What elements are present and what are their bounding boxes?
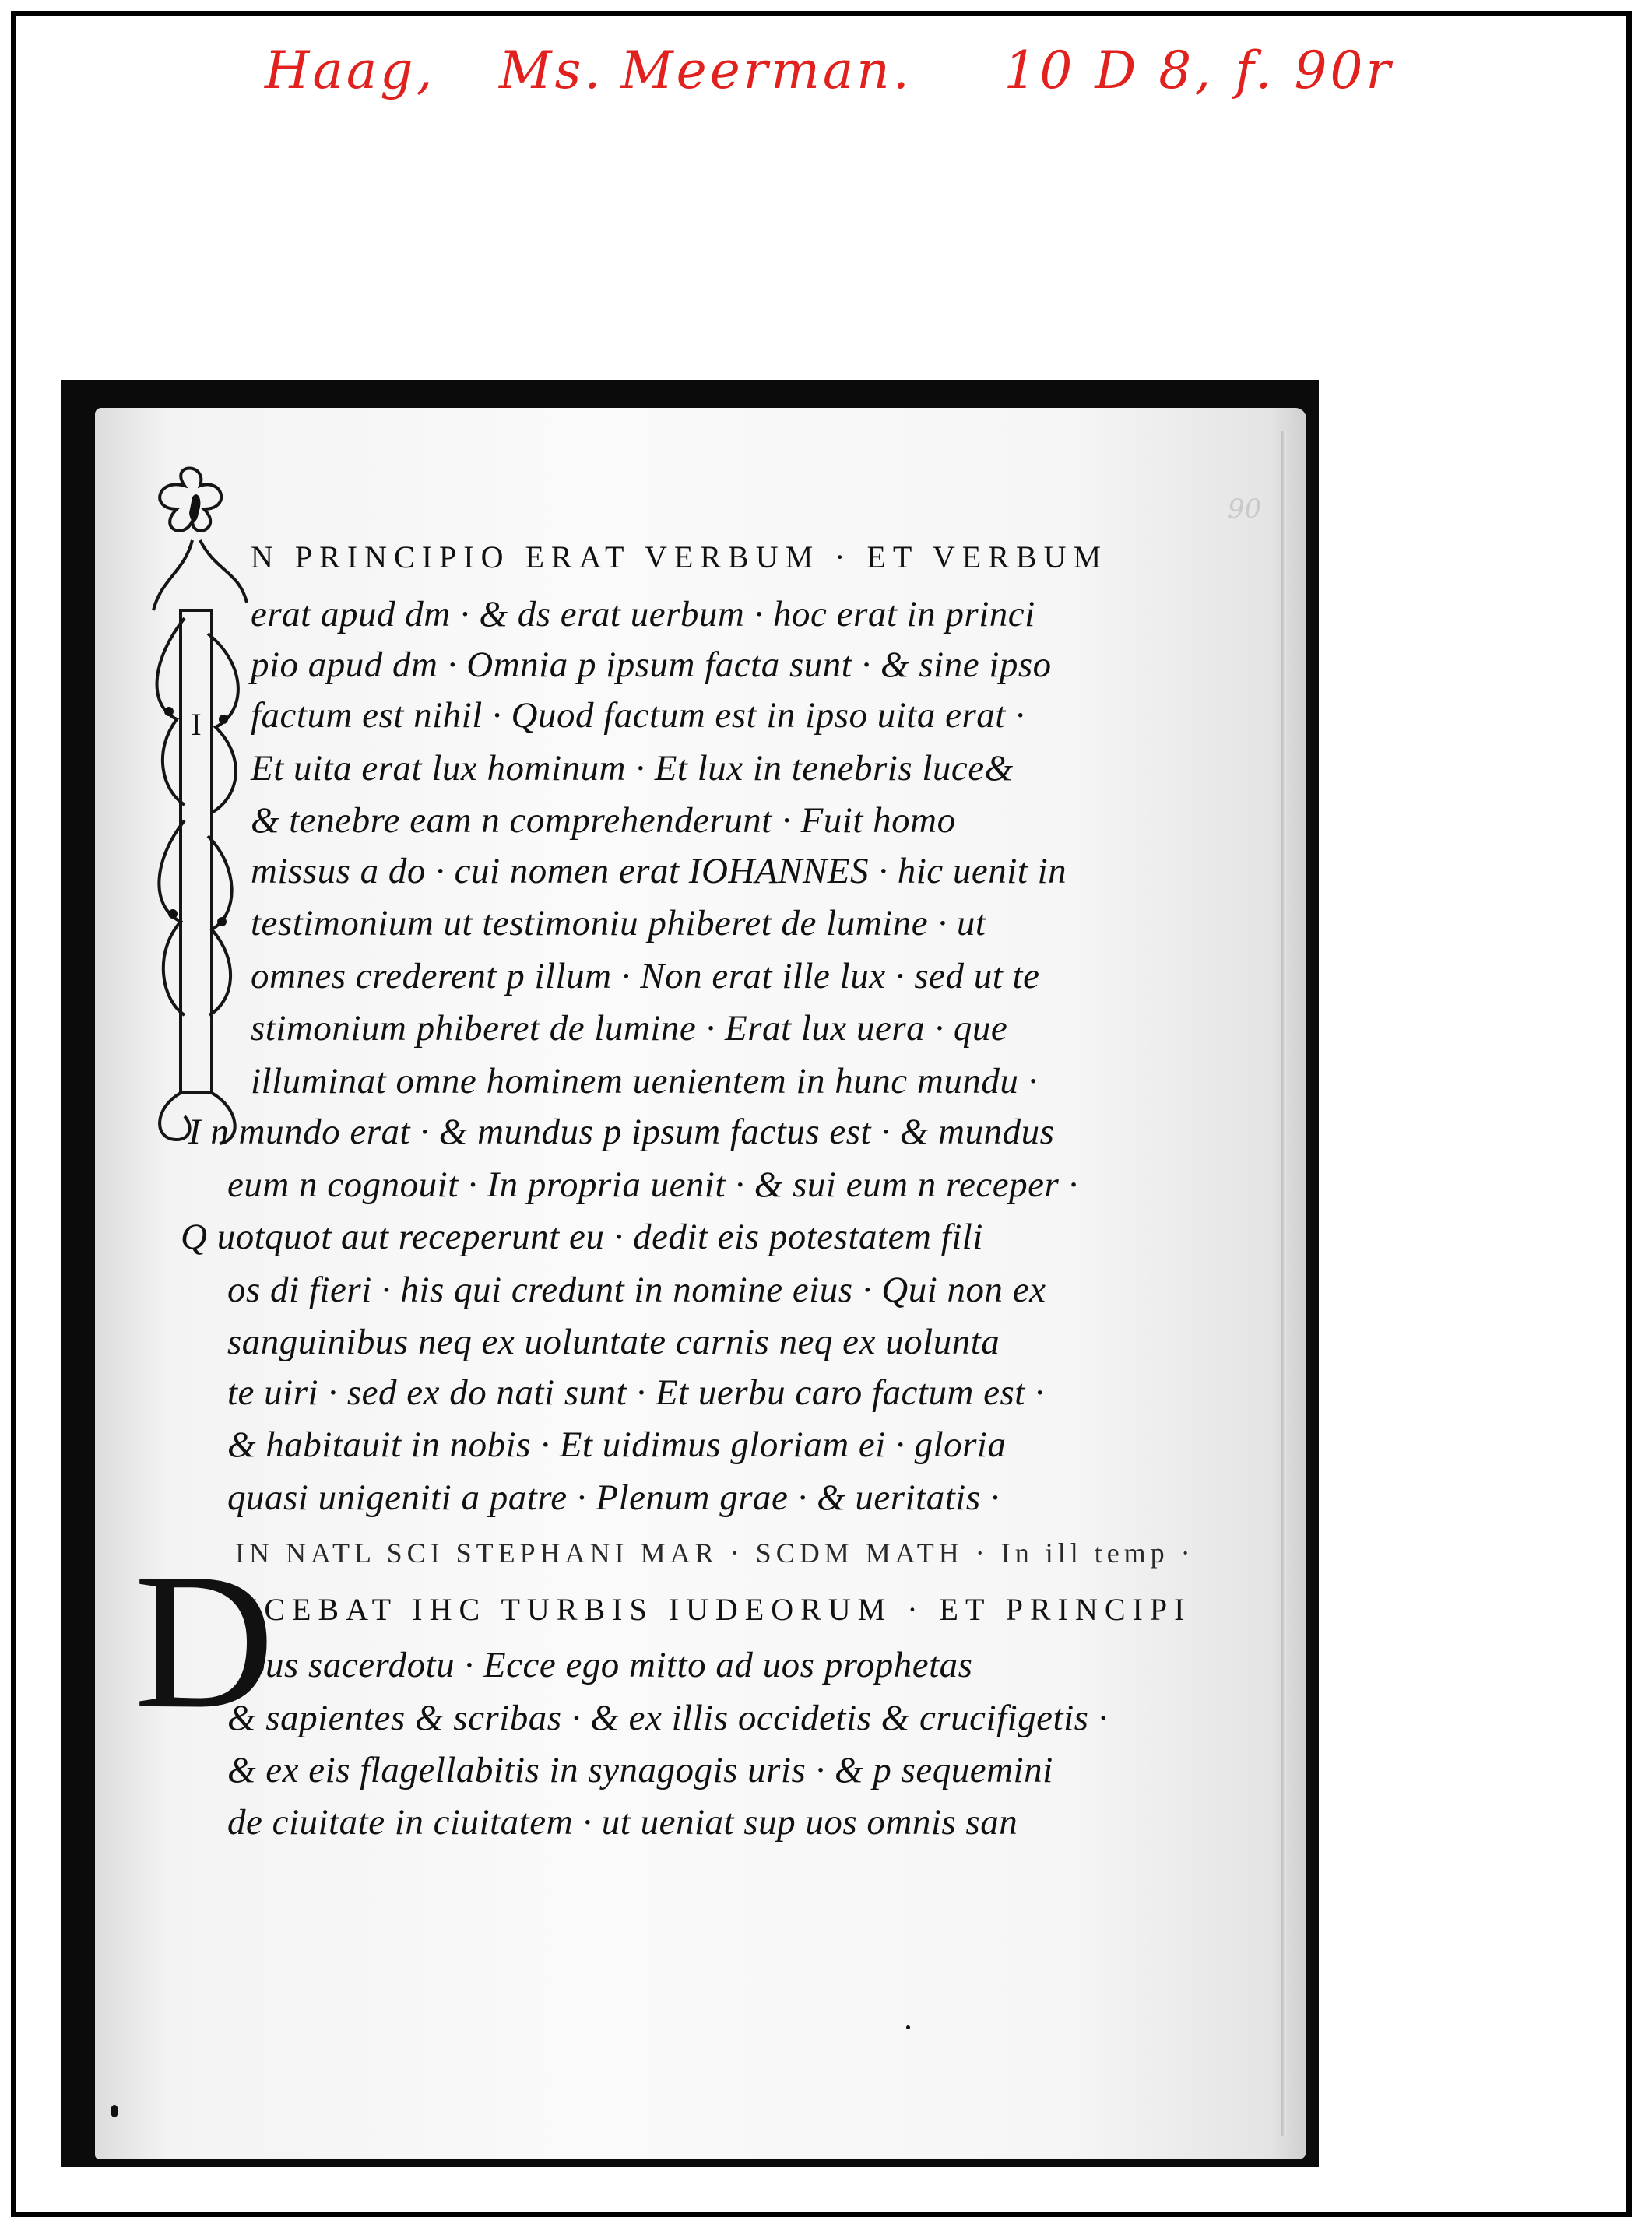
- text-line-7: missus a do · cui nomen erat IOHANNES · hic uenit in: [251, 851, 1067, 891]
- rubric-line: IN NATL SCI STEPHANI MAR · SCDM MATH · In ill temp ·: [235, 1537, 1195, 1569]
- ink-speck: [111, 2105, 118, 2117]
- text-line-12: I n mundo erat · & mundus p ipsum factus est · & mundus: [188, 1112, 1055, 1152]
- text-line-17: te uiri · sed ex do nati sunt · Et uerbu caro factum est ·: [227, 1372, 1045, 1413]
- text-line-2: erat apud dm · & ds erat uerbum · hoc erat in princi: [251, 594, 1035, 634]
- caption-name: Meerman.: [620, 40, 912, 100]
- page-edge: [1281, 431, 1286, 2136]
- initial-d: D: [134, 1534, 275, 1749]
- text-line-6: & tenebre eam n comprehenderunt · Fuit homo: [251, 800, 956, 841]
- text-line-19: quasi unigeniti a patre · Plenum grae · & ueritatis ·: [227, 1477, 1000, 1518]
- text-line-10: stimonium phiberet de lumine · Erat lux uera · que: [251, 1008, 1008, 1049]
- text-line-22: bus sacerdotu · Ecce ego mitto ad uos prophetas: [247, 1645, 973, 1685]
- initial-i-letter: I: [191, 707, 202, 742]
- ink-speck: [906, 2025, 910, 2029]
- text-line-11: illuminat omne hominem uenientem in hunc mundu ·: [251, 1061, 1038, 1101]
- text-line-23: & sapientes & scribas · & ex illis occidetis & crucifigetis ·: [227, 1698, 1108, 1738]
- text-line-24: & ex eis flagellabitis in synagogis uris · & p sequemini: [227, 1750, 1053, 1790]
- text-line-5: Et uita erat lux hominum · Et lux in tenebris luce&: [251, 748, 1014, 789]
- text-line-13: eum n cognouit · In propria uenit · & sui eum n receper ·: [227, 1165, 1078, 1205]
- text-line-18: & habitauit in nobis · Et uidimus gloriam ei · gloria: [227, 1425, 1007, 1465]
- text-line-16: sanguinibus neq ex uoluntate carnis neq ex uolunta: [227, 1322, 1000, 1362]
- text-line-9: omnes crederent p illum · Non erat ille lux · sed ut te: [251, 956, 1040, 996]
- text-line-21: ICEBAT IHC TURBIS IUDEORUM · ET PRINCIPI: [247, 1592, 1192, 1627]
- text-line-4: factum est nihil · Quod factum est in ipso uita erat ·: [251, 695, 1025, 736]
- caption-city: Haag,: [265, 40, 436, 100]
- text-line-14: Q uotquot aut receperunt eu · dedit eis potestatem fili: [181, 1217, 983, 1257]
- decorated-initial-i-ornament: [138, 455, 255, 1155]
- shelfmark-caption: [265, 31, 1394, 109]
- manuscript-photo: [61, 380, 1319, 2167]
- text-line-1: N PRINCIPIO ERAT VERBUM · ET VERBUM: [251, 539, 1109, 574]
- manuscript-page: [95, 408, 1306, 2159]
- text-line-8: testimonium ut testimoniu phiberet de lumine · ut: [251, 903, 986, 943]
- text-line-25: de ciuitate in ciuitatem · ut ueniat sup uos omnis san: [227, 1802, 1018, 1843]
- text-line-15: os di fieri · his qui credunt in nomine eius · Qui non ex: [227, 1270, 1046, 1310]
- caption-collection: Ms.: [498, 40, 604, 100]
- text-line-3: pio apud dm · Omnia p ipsum facta sunt · & sine ipso: [251, 645, 1052, 685]
- caption-shelfmark: 10 D 8,: [1004, 40, 1214, 100]
- folio-number: 90: [1228, 494, 1262, 525]
- caption-folio: f. 90r: [1235, 40, 1394, 100]
